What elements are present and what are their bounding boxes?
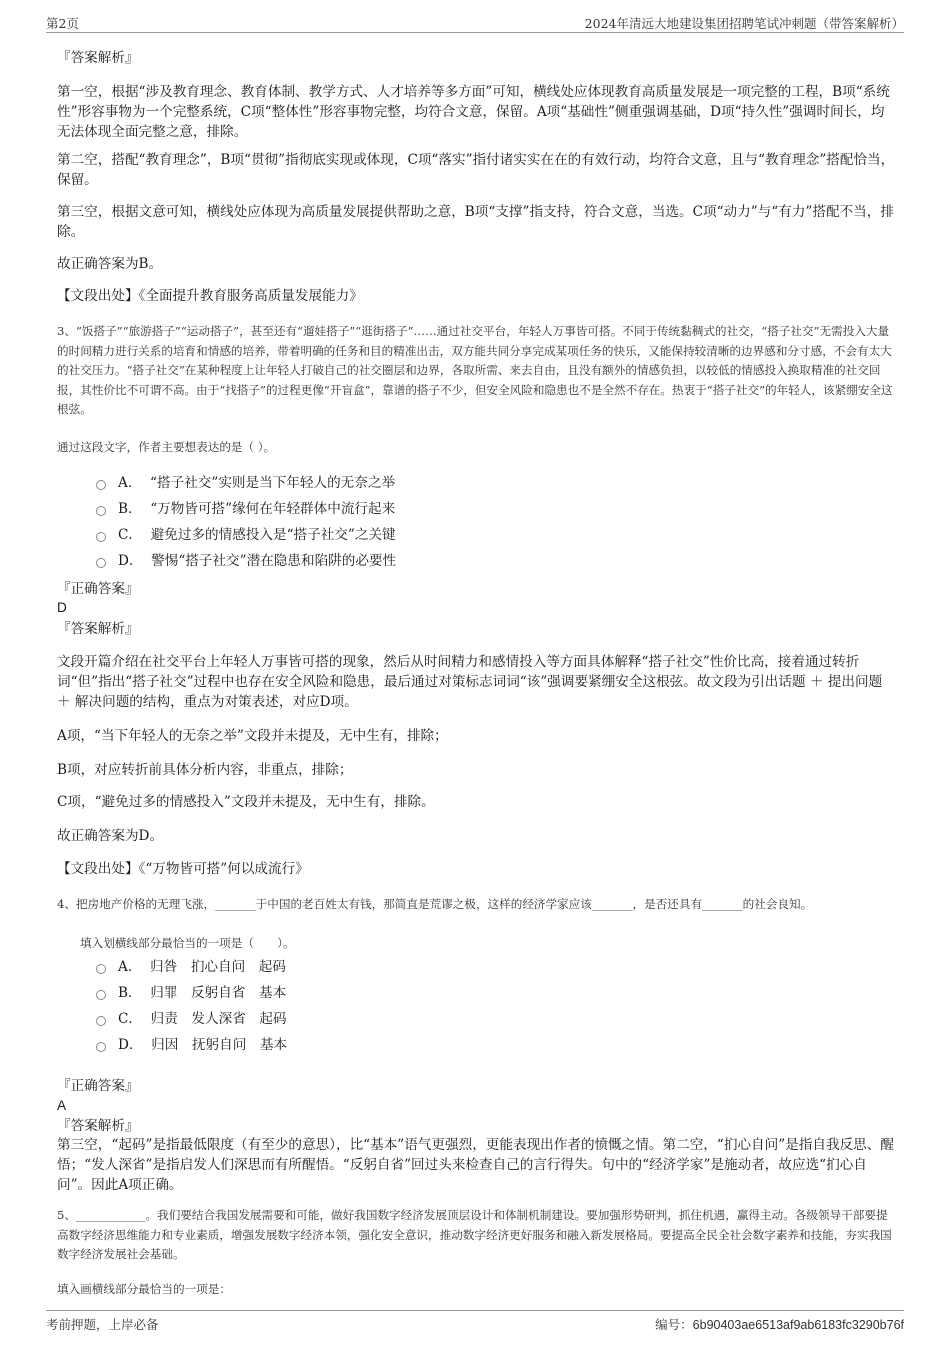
q3-analysis-para4: C项，“避免过多的情感投入”文段并未提及，无中生有，排除。 bbox=[57, 794, 435, 810]
q3-analysis-para1: 文段开篇介绍在社交平台上年轻人万事皆可搭的现象，然后从时间精力和感情投入等方面具体解释“搭子社交”性价比高，接着通过转折词“但”指出“搭子社交”过程中也存在安全风险和隐患，最后通过对策标志词词“该”强调要紧绷安全这根弦。故文段为引出话题 ＋ 提出问题 ＋ 解决问题的结构，重点为对策表述，对应D项。 bbox=[57, 654, 883, 710]
q3-analysis-para2: A项，“当下年轻人的无奈之举”文段并未提及，无中生有，排除； bbox=[57, 728, 448, 744]
q4-correct-label: 『正确答案』 bbox=[57, 1078, 139, 1094]
page-footer bbox=[46, 1310, 904, 1335]
document-code: 编号：6b90403ae6513af9ab6183fc3290b76f bbox=[655, 1318, 904, 1332]
radio-button[interactable] bbox=[96, 506, 106, 516]
q3-option-c[interactable] bbox=[96, 525, 396, 545]
q4-prompt: 填入划横线部分最恰当的一项是（ ）。 bbox=[80, 936, 295, 950]
q4-option-a[interactable] bbox=[96, 957, 286, 977]
q3-option-a[interactable] bbox=[96, 473, 395, 493]
radio-button[interactable] bbox=[96, 480, 106, 490]
q3-prompt: 通过这段文字，作者主要想表达的是（ ）。 bbox=[57, 440, 276, 454]
document-title: 2024年清远大地建设集团招聘笔试冲刺题（带答案解析） bbox=[584, 16, 904, 31]
q4-option-d[interactable] bbox=[96, 1035, 287, 1055]
q3-correct-answer: D bbox=[57, 600, 67, 615]
radio-button[interactable] bbox=[96, 964, 106, 974]
q3-stem: 3、“饭搭子”“旅游搭子”“运动搭子”，甚至还有“遛娃搭子”“逛街搭子”……通过社交平台，年轻人万事皆可搭。不同于传统黏稠式的社交，“搭子社交”无需投入大量的时间精力进行关系的培育和情感的培养，带着明确的任务和目的精准出击，双方能共同分享完成某项任务的快乐，又能保持较清晰的边界感和分寸感，不会有太大的社交压力。“搭子社交”在某种程度上让年轻人打破自己的社交圈层和边界，各取所需、来去自由，且没有额外的情感负担，以较低的情感投入换取精准的社交回报，其性价比不可谓不高。由于“找搭子”的过程更像“开盲盒”，靠谱的搭子不少，但安全风险和隐患也不是全然不存在。热衷于“搭子社交”的年轻人，该紧绷安全这根弦。 bbox=[57, 324, 893, 417]
option-label: A． “搭子社交”实则是当下年轻人的无奈之举 bbox=[118, 475, 396, 491]
q3-analysis-para3: B项，对应转折前具体分析内容，非重点，排除； bbox=[57, 762, 353, 778]
q3-option-b[interactable] bbox=[96, 499, 395, 519]
option-label: B． “万物皆可搭”缘何在年轻群体中流行起来 bbox=[118, 501, 396, 517]
footer-slogan: 考前押题，上岸必备 bbox=[46, 1317, 159, 1332]
option-label: A． 归咎 扪心自问 起码 bbox=[118, 959, 286, 975]
q5-stem: 5、____________。我们要结合我国发展需要和可能，做好我国数字经济发展顶层设计和体制机制建设。要加强形势研判，抓住机遇，赢得主动。各级领导干部要提高数字经济思维能力和专业素质，增强发展数字经济本领，强化安全意识，推动数字经济更好服务和融入新发展格局。要提高全民全社会数字素养和技能，夯实我国数字经济发展社会基础。 bbox=[57, 1208, 892, 1262]
option-label: C． 避免过多的情感投入是“搭子社交”之关键 bbox=[118, 527, 396, 543]
q4-correct-answer: A bbox=[57, 1098, 67, 1113]
radio-button[interactable] bbox=[96, 532, 106, 542]
page-header bbox=[46, 12, 904, 33]
q3-conclusion: 故正确答案为D。 bbox=[57, 828, 164, 844]
q2-conclusion: 故正确答案为B。 bbox=[57, 256, 163, 272]
q4-analysis-label: 『答案解析』 bbox=[57, 1118, 139, 1134]
q5-prompt: 填入画横线部分最恰当的一项是： bbox=[57, 1282, 231, 1296]
q3-correct-label: 『正确答案』 bbox=[57, 581, 139, 597]
q4-option-b[interactable] bbox=[96, 983, 286, 1003]
q4-option-c[interactable] bbox=[96, 1009, 287, 1029]
option-label: D． 警惕“搭子社交”潜在隐患和陷阱的必要性 bbox=[118, 553, 397, 569]
q3-analysis-label: 『答案解析』 bbox=[57, 621, 139, 637]
radio-button[interactable] bbox=[96, 1042, 106, 1052]
option-label: C． 归责 发人深省 起码 bbox=[118, 1011, 287, 1027]
q2-source: 【文段出处】《全面提升教育服务高质量发展能力》 bbox=[57, 288, 363, 304]
radio-button[interactable] bbox=[96, 990, 106, 1000]
radio-button[interactable] bbox=[96, 558, 106, 568]
q2-analysis-para1: 第一空，根据“涉及教育理念、教育体制、教学方式、人才培养等多方面”可知，横线处应体现教育高质量发展是一项完整的工程，B项“系统性”形容事物为一个完整系统，C项“整体性”形容事物完整，均符合文意，保留。A项“基础性”侧重强调基础，D项“持久性”强调时间长，均无法体现全面完整之意，排除。 bbox=[57, 84, 890, 140]
q3-source: 【文段出处】《“万物皆可搭”何以成流行》 bbox=[57, 861, 309, 877]
option-label: D． 归因 抚躬自问 基本 bbox=[118, 1037, 288, 1053]
radio-button[interactable] bbox=[96, 1016, 106, 1026]
q4-analysis: 第三空，“起码”是指最低限度（有至少的意思），比“基本”语气更强烈，更能表现出作者的愤慨之情。第二空，“扪心自问”是指自我反思、醒悟；“发人深省”是指启发人们深思而有所醒悟。“反躬自省”回过头来检查自己的言行得失。句中的“经济学家”是施动者，故应选“扪心自问”。因此A项正确。 bbox=[57, 1137, 894, 1193]
q2-analysis-para2: 第二空，搭配“教育理念”，B项“贯彻”指彻底实现或体现，C项“落实”指付诸实实在在的有效行动，均符合文意，且与“教育理念”搭配恰当，保留。 bbox=[57, 152, 895, 188]
option-label: B． 归罪 反躬自省 基本 bbox=[118, 985, 287, 1001]
q3-option-d[interactable] bbox=[96, 551, 396, 571]
page-number: 第2页 bbox=[46, 16, 79, 31]
q4-stem: 4、把房地产价格的无理飞涨，_______于中国的老百姓太有钱，那简直是荒谬之极，这样的经济学家应该_______，是否还具有_______的社会良知。 bbox=[57, 897, 813, 911]
q2-analysis-label: 『答案解析』 bbox=[57, 50, 139, 66]
q2-analysis-para3: 第三空，根据文意可知，横线处应体现为高质量发展提供帮助之意，B项“支撑”指支持，符合文意，当选。C项“动力”与“有力”搭配不当，排除。 bbox=[57, 204, 894, 240]
